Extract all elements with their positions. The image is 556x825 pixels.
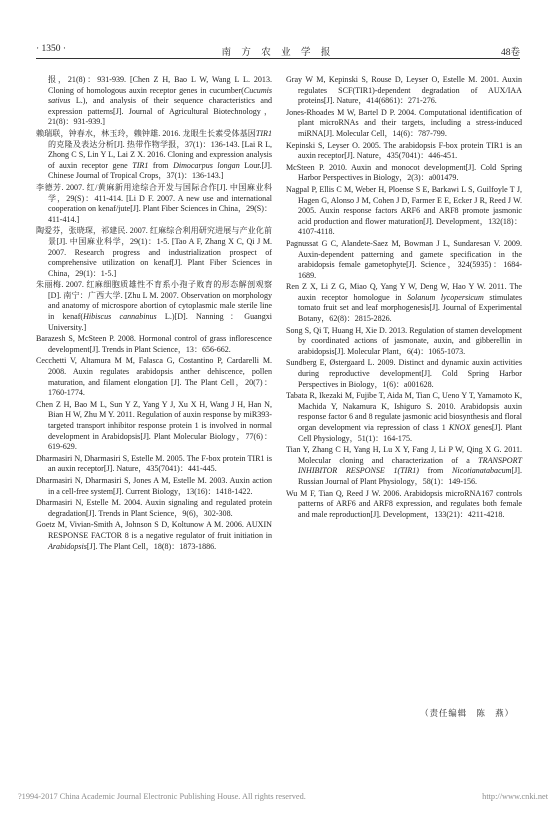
reference-entry: Tabata R, Ikezaki M, Fujibe T, Aida M, Tian C, Ueno Y T, Yamamoto K, Machida Y, Nakamura K, Ishiguro S. 2010. Arabidopsis auxin response factor 6 and 8 regulate jasmonic acid biosynthesis and floral organ development via repression of class 1 KNOX genes[J]. Plant Cell Physiology，51(1)：164-175.: [286, 391, 522, 443]
reference-entry: Ren Z X, Li Z G, Miao Q, Yang Y W, Deng W, Hao Y W. 2011. The auxin receptor homologue in Solanum lycopersicum stimulates tomato fruit set and leaf morphogenesis[J]. Journal of Experimental Botany，62(8)：2815-2826.: [286, 282, 522, 324]
reference-entry: 陶爱芬，张晓琛，祁建民. 2007. 红麻综合利用研究进展与产业化前景[J]. 中国麻业科学，29(1)：1-5. [Tao A F, Zhang X C, Qi J M. 2007. Research progress and industrialization prospect of comprehensive utilization on kenaf[J]. Plant Fiber Sciences in China，29(1)：1-5.]: [36, 226, 272, 278]
reference-entry: Barazesh S, McSteen P. 2008. Hormonal control of grass inflorescence development[J]. Trends in Plant Science，13：656-662.: [36, 334, 272, 354]
reference-entry: Gray W M, Kepinski S, Rouse D, Leyser O, Estelle M. 2001. Auxin regulates SCF(TIR1)-dependent degradation of AUX/IAA proteins[J]. Nature，414(6861)：271-276.: [286, 75, 522, 106]
reference-entry: Cecchetti V, Altamura M M, Falasca G, Costantino P, Cardarelli M. 2008. Auxin regulates arabidopsis anther dehiscence, pollen maturation, and filament elongation [J]. The Plant Cell，20(7)：1760-1774.: [36, 356, 272, 398]
reference-entry: Dharmasiri N, Dharmasiri S, Estelle M. 2005. The F-box protein TIR1 is an auxin receptor[J]. Nature，435(7041)：441-445.: [36, 453, 272, 474]
reference-entry: Chen Z H, Bao M L, Sun Y Z, Yang Y J, Xu X H, Wang J H, Han N, Bian H W, Zhu M Y. 2011. Regulation of auxin response by miR393-targeted transport inhibitor response protein 1 is involved in normal development in Arabidopsis[J]. Plant Molecular Biology，77(6)：619-629.: [36, 399, 272, 452]
reference-column-left: [36, 75, 272, 553]
reference-entry: 李德芳. 2007. 红/黄麻新用途综合开发与国际合作[J]. 中国麻业科学，29(S)：411-414. [Li D F. 2007. A new use and international cooperation on kenaf/jute[J]. Plant Fiber Sciences in China，29(S)：411-414.]: [36, 182, 272, 224]
reference-entry: Dharmasiri N, Dharmasiri S, Jones A M, Estelle M. 2003. Auxin action in a cell-free system[J]. Current Biology，13(16)：1418-1422.: [36, 475, 272, 496]
reference-entry: Nagpal P, Ellis C M, Weber H, Ploense S E, Barkawi L S, Guilfoyle T J, Hagen G, Alonso J M, Cohen J D, Farmer E E, Ecker J R, Reed J W. 2005. Auxin response factors ARF6 and ARF8 promote jasmonic acid production and flower maturation[J]. Development，132(18)：4107-4118.: [286, 184, 522, 237]
journal-title: 南 方 农 业 学 报: [221, 48, 335, 58]
reference-column-right: [286, 75, 522, 521]
reference-entry: Song S, Qi T, Huang H, Xie D. 2013. Regulation of stamen development by coordinated actions of jasmonate, auxin, and gibberellin in arabidopsis[J]. Molecular Plant，6(4)：1065-1073.: [286, 325, 522, 356]
reference-entry: Jones-Rhoades M W, Bartel D P. 2004. Computational identification of plant microRNAs and their targets, including a stress-induced miRNA[J]. Molecular Cell，14(6)：787-799.: [286, 107, 522, 138]
reference-entry: 朱丽梅. 2007. 红麻细胞质雄性不育系小孢子败育的形态解剖观察[D]. 南宁：广西大学. [Zhu L M. 2007. Observation on morphology and anatomy of microspore abortion of cytoplasmic male sterile line in kenaf(Hibiscus cannabinus L.)[D]. Nanning：Guangxi University.]: [36, 280, 272, 332]
reference-entry: McSteen P. 2010. Auxin and monocot development[J]. Cold Spring Harbor Perspectives in Biology，2(3)：a001479.: [286, 162, 522, 183]
editor-note: （责任编辑 陈 燕）: [420, 709, 514, 718]
reference-entry: Dharmasiri N, Estelle M. 2004. Auxin signaling and regulated protein degradation[J]. Trends in Plant Science，9(6)，302-308.: [36, 498, 272, 518]
footer-url[interactable]: http://www.cnki.net: [482, 792, 548, 801]
header-rule: [36, 58, 520, 59]
reference-entry: Pagnussat G C, Alandete-Saez M, Bowman J L, Sundaresan V. 2009. Auxin-dependent patterning and gamete specification in the arabidopsis female gametophyte[J]. Science，324(5935)：1684-1689.: [286, 238, 522, 280]
copyright-notice: ?1994-2017 China Academic Journal Electronic Publishing House. All rights reserved.: [18, 792, 306, 801]
reference-entry: Goetz M, Vivian-Smith A, Johnson S D, Koltunow A M. 2006. AUXIN RESPONSE FACTOR 8 is a negative regulator of fruit initiation in Arabidopsis[J]. The Plant Cell，18(8)：1873-1886.: [36, 520, 272, 551]
page-number: · 1350 ·: [36, 44, 67, 54]
reference-entry: 报，21(8)：931-939. [Chen Z H, Bao L W, Wang L L. 2013. Cloning of homologous auxin receptor genes in cucumber(Cucumis sativus L.), and analysis of their sequence characteristics and expression patterns[J]. Journal of Agricultural Biotechnology，21(8)：931-939.]: [48, 75, 272, 127]
reference-entry: 赖瑞联，钟春水，林玉玲，赖钟雄. 2016. 龙眼生长素受体基因TIR1的克隆及表达分析[J]. 热带作物学报，37(1)：136-143. [Lai R L, Zhong C S, Lin Y L, Lai Z X. 2016. Cloning and expression analysis of auxin receptor gene TIR1 from Dimocarpus longan Lour.[J]. Chinese Journal of Tropical Crops，37(1)：136-143.]: [36, 128, 272, 181]
volume-label: 48卷: [500, 48, 520, 58]
reference-entry: Sundberg E, Østergaard L. 2009. Distinct and dynamic auxin activities during reproductive development[J]. Cold Spring Harbor Perspectives in Biology，1(6)：a001628.: [286, 358, 522, 389]
reference-entry: Tian Y, Zhang C H, Yang H, Lu X Y, Fang J, Li P W, Qing X G. 2011. Molecular cloning and characterization of a TRANSPORT INHIBITOR RESPONSE 1(TIR1) from Nicotianatabacum[J]. Russian Journal of Plant Physiology，58(1)：149-156.: [286, 445, 522, 486]
reference-entry: Wu M F, Tian Q, Reed J W. 2006. Arabidopsis microRNA167 controls patterns of ARF6 and ARF8 expression, and regulates both female and male reproduction[J]. Development，133(21)：4211-4218.: [286, 488, 522, 519]
reference-entry: Kepinski S, Leyser O. 2005. The arabidopsis F-box protein TIR1 is an auxin receptor[J]. Nature，435(7041)：446-451.: [286, 140, 522, 161]
